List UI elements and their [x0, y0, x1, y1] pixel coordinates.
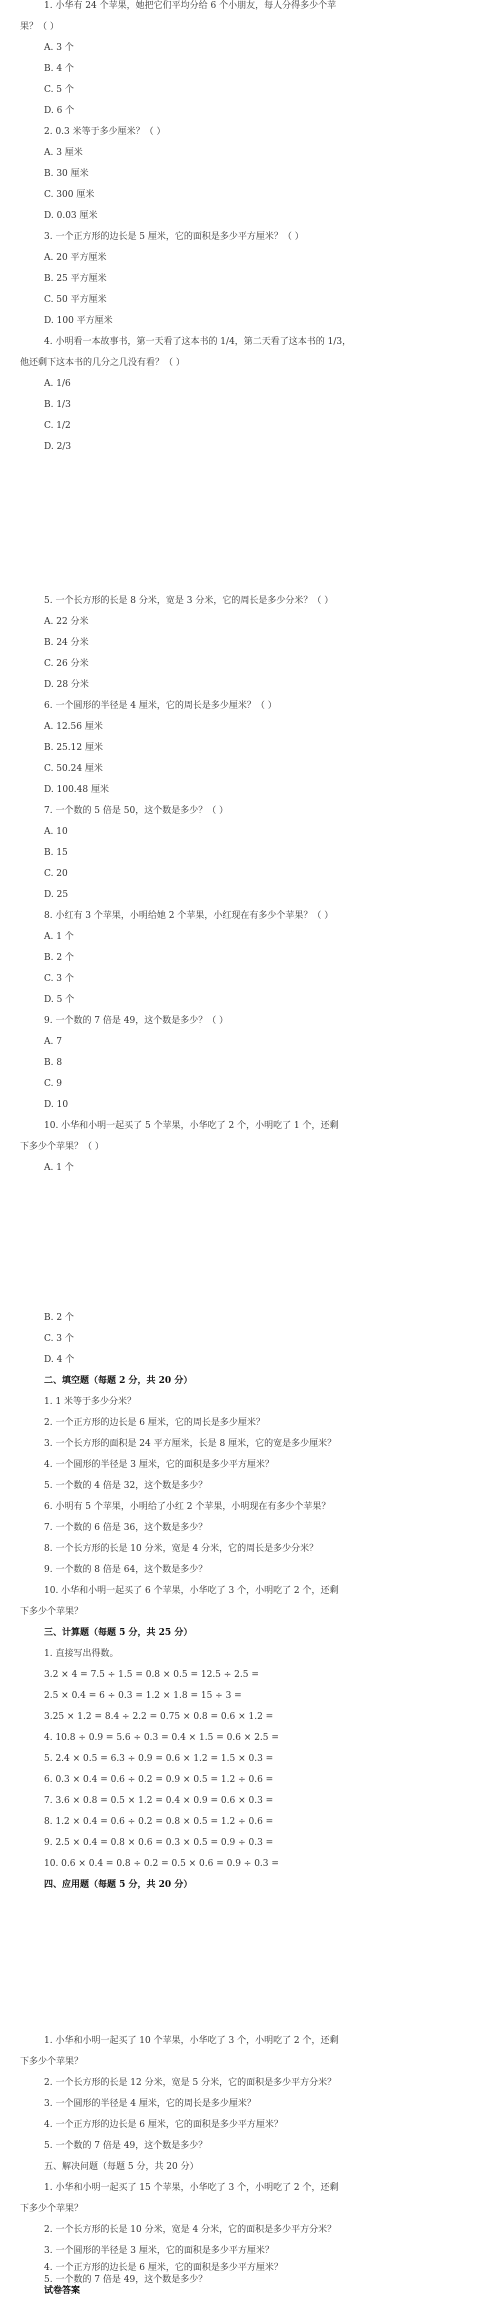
q1-option-b: B. 4 个	[44, 64, 74, 74]
calc-row-8: 8. 1.2 × 0.4 = 0.6 ÷ 0.2 = 0.8 × 0.5 = 1.2 ÷ 0.6 =	[44, 1817, 274, 1827]
q6-option-b: B. 25.12 厘米	[44, 743, 103, 753]
fill-q6: 6. 小明有 5 个苹果，小明给了小红 2 个苹果，小明现在有多少个苹果？	[44, 1502, 331, 1512]
solve-q4: 4. 一个正方形的边长是 6 厘米，它的面积是多少平方厘米？	[44, 2263, 283, 2273]
section-3-heading: 三、计算题（每题 5 分，共 25 分）	[44, 1628, 193, 1638]
q10-option-a: A. 1 个	[44, 1163, 74, 1173]
solve-q2: 2. 一个长方形的长是 10 分米，宽是 4 分米，它的面积是多少平方分米？	[44, 2225, 337, 2235]
calc-row-3: 3.25 × 1.2 = 8.4 ÷ 2.2 = 0.75 × 0.8 = 0.6 × 1.2 =	[44, 1712, 274, 1722]
solve-q3: 3. 一个圆形的半径是 3 厘米，它的面积是多少平方厘米？	[44, 2246, 274, 2256]
q4-option-b: B. 1/3	[44, 400, 71, 410]
app-q2: 2. 一个长方形的长是 12 分米，宽是 5 分米，它的面积是多少平方分米？	[44, 2078, 337, 2088]
q2-stem: 2. 0.3 米等于多少厘米？（ ）	[44, 127, 166, 137]
q9-option-c: C. 9	[44, 1079, 63, 1089]
q10-option-d: D. 4 个	[44, 1355, 75, 1365]
q4-stem-line1: 4. 小明看一本故事书，第一天看了这本书的 1/4，第二天看了这本书的 1/3，	[44, 337, 352, 347]
q4-stem-line2: 他还剩下这本书的几分之几没有看？（ ）	[20, 358, 185, 368]
app-q3: 3. 一个圆形的半径是 4 厘米，它的周长是多少厘米？	[44, 2099, 256, 2109]
app-q4: 4. 一个正方形的边长是 6 厘米，它的面积是多少平方厘米？	[44, 2120, 283, 2130]
q6-stem: 6. 一个圆形的半径是 4 厘米，它的周长是多少厘米？（ ）	[44, 701, 277, 711]
calc-row-9: 9. 2.5 × 0.4 = 0.8 × 0.6 = 0.3 × 0.5 = 0.9 ÷ 0.3 =	[44, 1838, 274, 1848]
q10-option-c: C. 3 个	[44, 1334, 74, 1344]
q9-option-b: B. 8	[44, 1058, 63, 1068]
calc-row-10: 10. 0.6 × 0.4 = 0.8 ÷ 0.2 = 0.5 × 0.6 = 0.9 ÷ 0.3 =	[44, 1859, 279, 1869]
q7-option-a: A. 10	[44, 827, 68, 837]
fill-q1: 1. 1 米等于多少分米？	[44, 1397, 137, 1407]
q1-option-d: D. 6 个	[44, 106, 75, 116]
q7-option-b: B. 15	[44, 848, 68, 858]
calc-instruction: 1. 直接写出得数。	[44, 1649, 119, 1659]
fill-q5: 5. 一个数的 4 倍是 32，这个数是多少？	[44, 1481, 208, 1491]
q8-stem: 8. 小红有 3 个苹果，小明给她 2 个苹果，小红现在有多少个苹果？（ ）	[44, 911, 334, 921]
q1-stem-line2: 果？（ ）	[20, 22, 59, 32]
calc-row-7: 7. 3.6 × 0.8 = 0.5 × 1.2 = 0.4 × 0.9 = 0.6 × 0.3 =	[44, 1796, 274, 1806]
q9-option-a: A. 7	[44, 1037, 62, 1047]
q8-option-a: A. 1 个	[44, 932, 74, 942]
fill-q8: 8. 一个长方形的长是 10 分米，宽是 4 分米，它的周长是多少分米？	[44, 1544, 319, 1554]
q1-option-a: A. 3 个	[44, 43, 74, 53]
section-2-heading: 二、填空题（每题 2 分，共 20 分）	[44, 1376, 193, 1386]
fill-q10-line1: 10. 小华和小明一起买了 6 个苹果，小华吃了 3 个，小明吃了 2 个，还剩	[44, 1586, 339, 1596]
q10-option-b: B. 2 个	[44, 1313, 74, 1323]
solve-q1-line2: 下多少个苹果？	[20, 2204, 84, 2214]
solve-q1-line1: 1. 小华和小明一起买了 15 个苹果，小华吃了 3 个，小明吃了 2 个，还剩	[44, 2183, 339, 2193]
calc-row-4: 4. 10.8 ÷ 0.9 = 5.6 ÷ 0.3 = 0.4 × 1.5 = 0.6 × 2.5 =	[44, 1733, 279, 1743]
q5-option-b: B. 24 分米	[44, 638, 89, 648]
q3-stem: 3. 一个正方形的边长是 5 厘米，它的面积是多少平方厘米？（ ）	[44, 232, 304, 242]
q5-stem: 5. 一个长方形的长是 8 分米，宽是 3 分米，它的周长是多少分米？（ ）	[44, 596, 334, 606]
fill-q2: 2. 一个正方形的边长是 6 厘米，它的周长是多少厘米？	[44, 1418, 265, 1428]
q6-option-d: D. 100.48 厘米	[44, 785, 109, 795]
q7-option-c: C. 20	[44, 869, 68, 879]
calc-row-5: 5. 2.4 × 0.5 = 6.3 ÷ 0.9 = 0.6 × 1.2 = 1.5 × 0.3 =	[44, 1754, 274, 1764]
fill-q7: 7. 一个数的 6 倍是 36，这个数是多少？	[44, 1523, 208, 1533]
fill-q9: 9. 一个数的 8 倍是 64，这个数是多少？	[44, 1565, 208, 1575]
section-4-heading: 四、应用题（每题 5 分，共 20 分）	[44, 1880, 193, 1890]
q8-option-d: D. 5 个	[44, 995, 75, 1005]
calc-row-6: 6. 0.3 × 0.4 = 0.6 ÷ 0.2 = 0.9 × 0.5 = 1.2 ÷ 0.6 =	[44, 1775, 274, 1785]
solve-q5: 5. 一个数的 7 倍是 49，这个数是多少？	[44, 2275, 208, 2285]
q4-option-a: A. 1/6	[44, 379, 71, 389]
q7-option-d: D. 25	[44, 890, 69, 900]
q10-stem-line2: 下多少个苹果？（ ）	[20, 1142, 104, 1152]
q5-option-c: C. 26 分米	[44, 659, 89, 669]
app-q1-line2: 下多少个苹果？	[20, 2057, 84, 2067]
calc-row-2: 2.5 × 0.4 = 6 ÷ 0.3 = 1.2 × 1.8 = 15 ÷ 3 =	[44, 1691, 242, 1701]
q3-option-d: D. 100 平方厘米	[44, 316, 113, 326]
fill-q4: 4. 一个圆形的半径是 3 厘米，它的面积是多少平方厘米？	[44, 1460, 274, 1470]
fill-q10-line2: 下多少个苹果？	[20, 1607, 84, 1617]
q5-option-d: D. 28 分米	[44, 680, 89, 690]
q6-option-c: C. 50.24 厘米	[44, 764, 103, 774]
q8-option-c: C. 3 个	[44, 974, 74, 984]
q3-option-c: C. 50 平方厘米	[44, 295, 107, 305]
q3-option-b: B. 25 平方厘米	[44, 274, 107, 284]
q3-option-a: A. 20 平方厘米	[44, 253, 107, 263]
q9-option-d: D. 10	[44, 1100, 69, 1110]
answer-key-heading: 试卷答案	[44, 2286, 81, 2296]
calc-row-1: 3.2 × 4 = 7.5 ÷ 1.5 = 0.8 × 0.5 = 12.5 ÷ 2.5 =	[44, 1670, 259, 1680]
q2-option-a: A. 3 厘米	[44, 148, 83, 158]
q2-option-b: B. 30 厘米	[44, 169, 89, 179]
q10-stem-line1: 10. 小华和小明一起买了 5 个苹果，小华吃了 2 个，小明吃了 1 个，还剩	[44, 1121, 339, 1131]
q8-option-b: B. 2 个	[44, 953, 74, 963]
q4-option-d: D. 2/3	[44, 442, 72, 452]
q1-option-c: C. 5 个	[44, 85, 74, 95]
fill-q3: 3. 一个长方形的面积是 24 平方厘米，长是 8 厘米，它的宽是多少厘米？	[44, 1439, 337, 1449]
app-q1-line1: 1. 小华和小明一起买了 10 个苹果，小华吃了 3 个，小明吃了 2 个，还剩	[44, 2036, 339, 2046]
app-q5: 5. 一个数的 7 倍是 49，这个数是多少？	[44, 2141, 208, 2151]
q5-option-a: A. 22 分米	[44, 617, 89, 627]
q1-stem-line1: 1. 小华有 24 个苹果，她把它们平均分给 6 个小朋友，每人分得多少个苹	[44, 1, 337, 11]
q6-option-a: A. 12.56 厘米	[44, 722, 103, 732]
q7-stem: 7. 一个数的 5 倍是 50，这个数是多少？（ ）	[44, 806, 229, 816]
q2-option-d: D. 0.03 厘米	[44, 211, 98, 221]
q2-option-c: C. 300 厘米	[44, 190, 95, 200]
section-5-heading: 五、解决问题（每题 5 分，共 20 分）	[44, 2162, 199, 2172]
q9-stem: 9. 一个数的 7 倍是 49，这个数是多少？（ ）	[44, 1016, 229, 1026]
q4-option-c: C. 1/2	[44, 421, 71, 431]
